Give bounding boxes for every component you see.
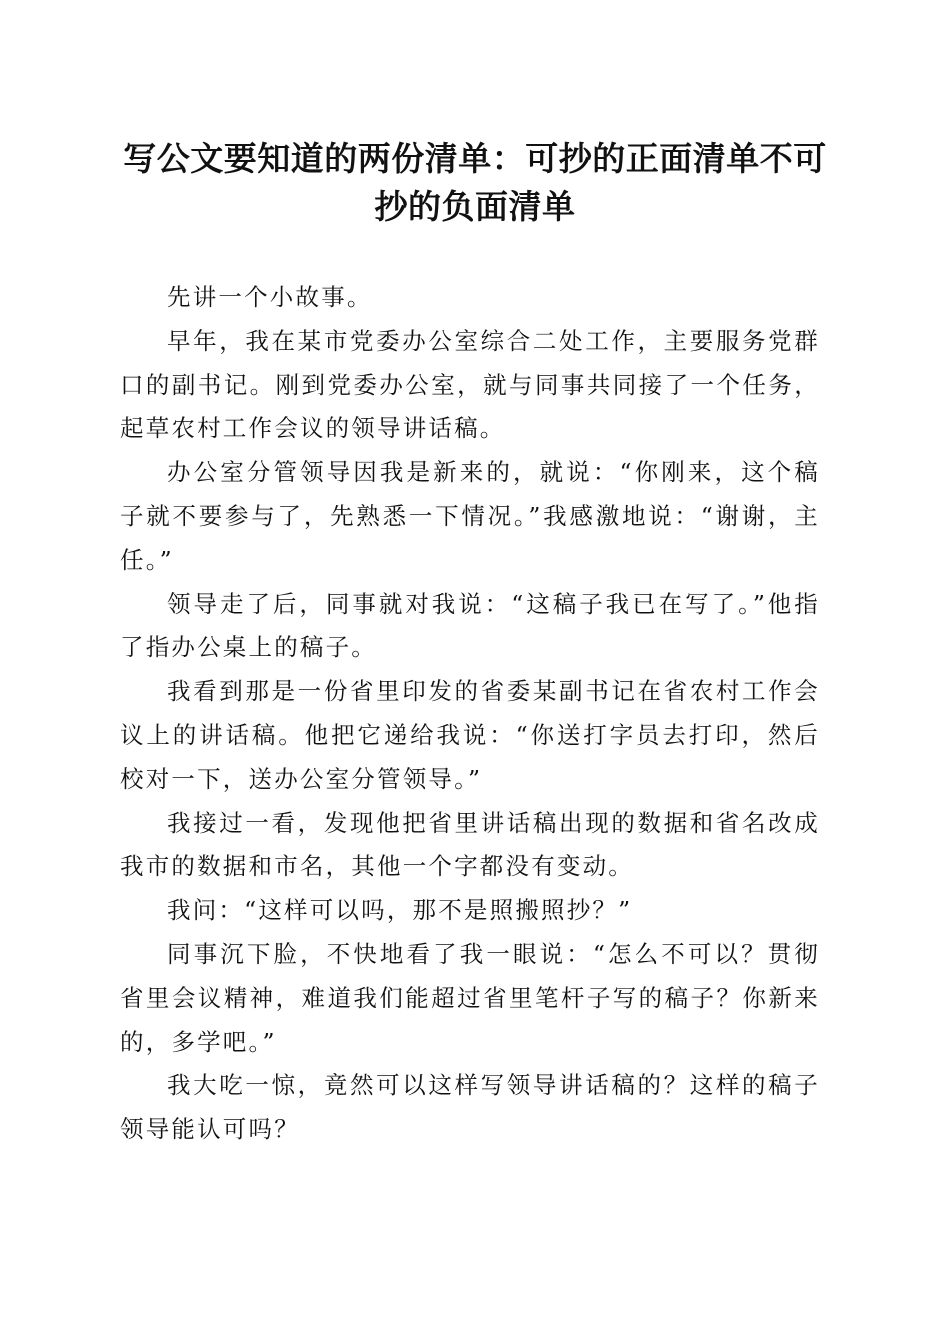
paragraph-6: 我接过一看，发现他把省里讲话稿出现的数据和省名改成我市的数据和市名，其他一个字都没有变动。: [120, 808, 820, 881]
paragraph-8: 同事沉下脸，不快地看了我一眼说：“怎么不可以？贯彻省里会议精神，难道我们能超过省里笔杆子写的稿子？你新来的，多学吧。”: [120, 939, 820, 1056]
document-body: [120, 276, 820, 1152]
paragraph-4: 领导走了后，同事就对我说：“这稿子我已在写了。”他指了指办公桌上的稿子。: [120, 589, 820, 662]
paragraph-5: 我看到那是一份省里印发的省委某副书记在省农村工作会议上的讲话稿。他把它递给我说：“你送打字员去打印，然后校对一下，送办公室分管领导。”: [120, 677, 820, 793]
paragraph-7: 我问：“这样可以吗，那不是照搬照抄？”: [167, 896, 633, 925]
document-title: 写公文要知道的两份清单：可抄的正面清单不可抄的负面清单: [123, 139, 827, 226]
paragraph-9: 我大吃一惊，竟然可以这样写领导讲话稿的？这样的稿子领导能认可吗？: [120, 1071, 820, 1144]
paragraph-2: 早年，我在某市党委办公室综合二处工作，主要服务党群口的副书记。刚到党委办公室，就与同事共同接了一个任务，起草农村工作会议的领导讲话稿。: [120, 326, 820, 443]
paragraph-1: 先讲一个小故事。: [167, 283, 373, 311]
paragraph-3: 办公室分管领导因我是新来的，就说：“你刚来，这个稿子就不要参与了，先熟悉一下情况。”我感激地说：“谢谢，主任。”: [120, 458, 820, 574]
